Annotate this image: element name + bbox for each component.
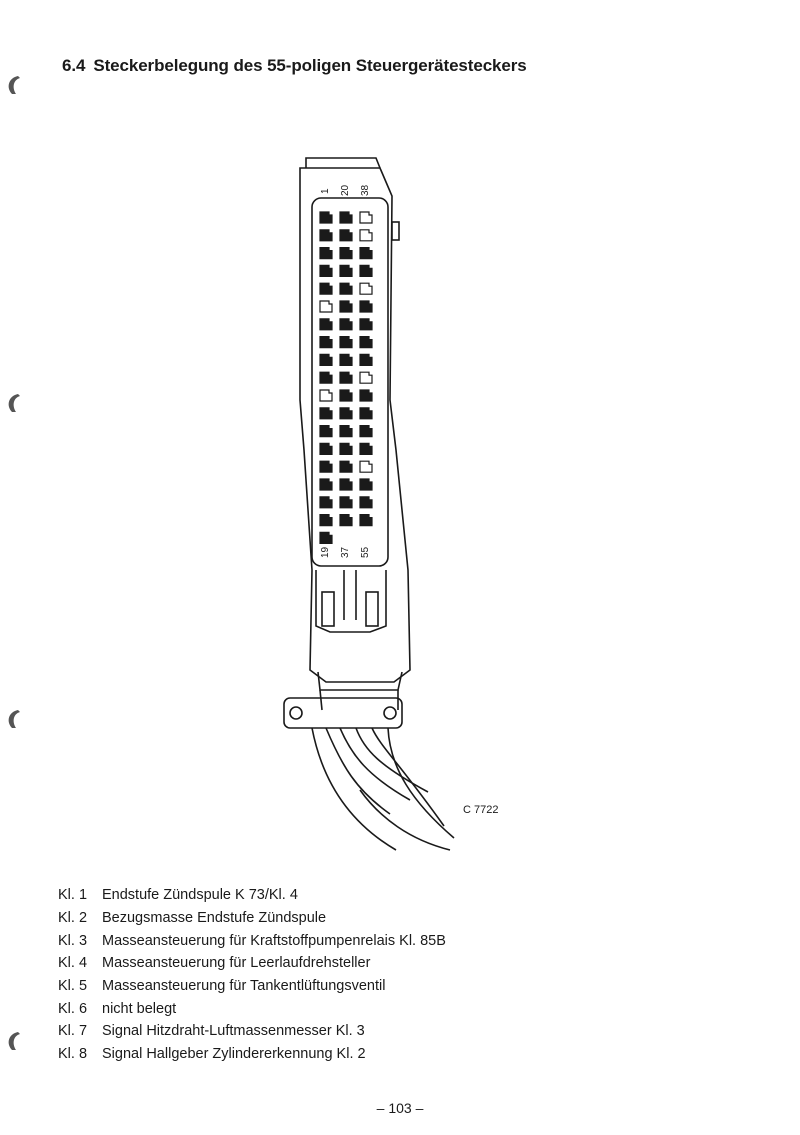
pin-label-20: 20	[340, 184, 351, 196]
pin-cavity	[320, 426, 332, 437]
pin-cavity	[320, 461, 332, 472]
pin-cavity	[360, 515, 372, 526]
pin-cavity	[340, 426, 352, 437]
pin-cavity	[360, 212, 372, 223]
pin-cavity	[320, 479, 332, 490]
terminal-row	[58, 907, 446, 930]
pin-cavity	[340, 372, 352, 383]
terminal-number: Kl. 2	[58, 910, 88, 927]
pin-cavity	[340, 515, 352, 526]
pin-cavity	[340, 408, 352, 419]
pin-label-55: 55	[360, 546, 371, 558]
pin-cavity	[340, 212, 352, 223]
pin-cavity	[340, 283, 352, 294]
pin-label-37: 37	[340, 546, 351, 558]
figure-code: C 7722	[463, 804, 499, 816]
terminal-row	[58, 997, 446, 1020]
pin-cavity	[320, 301, 332, 312]
pin-cavity	[360, 497, 372, 508]
pin-grid	[320, 212, 372, 543]
terminal-description: Endstufe Zündspule K 73/Kl. 4	[102, 887, 298, 904]
pin-cavity	[360, 283, 372, 294]
pin-cavity	[340, 354, 352, 365]
terminal-description: Masseansteuerung für Tankentlüftungsventil	[102, 978, 386, 995]
section-title: Steckerbelegung des 55-poligen Steuergerätesteckers	[93, 56, 527, 75]
pin-cavity	[340, 497, 352, 508]
pin-cavity	[340, 265, 352, 276]
terminal-number: Kl. 6	[58, 1000, 88, 1017]
page-number: – 103 –	[376, 1100, 424, 1116]
pin-cavity	[320, 532, 332, 543]
pin-cavity	[320, 230, 332, 241]
terminal-description: Masseansteuerung für Leerlaufdrehsteller	[102, 955, 371, 972]
pin-cavity	[340, 443, 352, 454]
terminal-number: Kl. 5	[58, 978, 88, 995]
pin-label-1: 1	[320, 188, 331, 194]
pin-cavity	[340, 319, 352, 330]
section-number: 6.4	[62, 56, 86, 75]
pin-cavity	[360, 390, 372, 401]
terminal-row	[58, 929, 446, 952]
terminal-description: Signal Hallgeber Zylindererkennung Kl. 2	[102, 1046, 366, 1063]
terminal-row	[58, 1043, 446, 1066]
pin-cavity	[320, 390, 332, 401]
pin-cavity	[320, 283, 332, 294]
pin-cavity	[320, 354, 332, 365]
pin-cavity	[360, 426, 372, 437]
pin-cavity	[360, 408, 372, 419]
terminal-description: Masseansteuerung für Kraftstoffpumpenrelais Kl. 85B	[102, 932, 446, 949]
terminal-row	[58, 1020, 446, 1043]
terminal-description: Signal Hitzdraht-Luftmassenmesser Kl. 3	[102, 1023, 365, 1040]
binder-hole-mark	[4, 392, 22, 414]
terminal-number: Kl. 1	[58, 887, 88, 904]
pin-cavity	[340, 248, 352, 259]
terminal-description: Bezugsmasse Endstufe Zündspule	[102, 910, 327, 927]
connector-figure	[240, 150, 560, 860]
terminal-list	[58, 884, 446, 1066]
terminal-row	[58, 884, 446, 907]
pin-label-19: 19	[320, 546, 331, 558]
pin-cavity	[320, 248, 332, 259]
pin-cavity	[320, 265, 332, 276]
pin-cavity	[320, 515, 332, 526]
pin-cavity	[320, 372, 332, 383]
terminal-number: Kl. 4	[58, 955, 88, 972]
binder-hole-mark	[4, 1030, 22, 1052]
pin-cavity	[360, 248, 372, 259]
pin-cavity	[360, 479, 372, 490]
terminal-row	[58, 975, 446, 998]
terminal-number: Kl. 3	[58, 932, 88, 949]
terminal-number: Kl. 7	[58, 1023, 88, 1040]
terminal-row	[58, 952, 446, 975]
pin-label-38: 38	[360, 184, 371, 196]
pin-cavity	[360, 443, 372, 454]
pin-cavity	[360, 372, 372, 383]
pin-cavity	[340, 461, 352, 472]
pin-cavity	[360, 319, 372, 330]
terminal-description: nicht belegt	[102, 1000, 177, 1017]
pin-cavity	[340, 301, 352, 312]
pin-cavity	[360, 301, 372, 312]
pin-cavity	[320, 443, 332, 454]
pin-cavity	[340, 479, 352, 490]
pin-cavity	[360, 337, 372, 348]
pin-cavity	[340, 390, 352, 401]
section-heading	[62, 56, 527, 76]
pin-cavity	[360, 265, 372, 276]
pin-cavity	[320, 319, 332, 330]
pin-cavity	[360, 230, 372, 241]
pin-cavity	[340, 230, 352, 241]
terminal-number: Kl. 8	[58, 1046, 88, 1063]
pin-cavity	[320, 212, 332, 223]
binder-hole-mark	[4, 74, 22, 96]
pin-cavity	[320, 497, 332, 508]
pin-cavity	[320, 337, 332, 348]
pin-cavity	[320, 408, 332, 419]
connector-drawing	[240, 150, 560, 860]
pin-cavity	[360, 354, 372, 365]
pin-cavity	[360, 461, 372, 472]
pin-cavity	[340, 337, 352, 348]
binder-hole-mark	[4, 708, 22, 730]
